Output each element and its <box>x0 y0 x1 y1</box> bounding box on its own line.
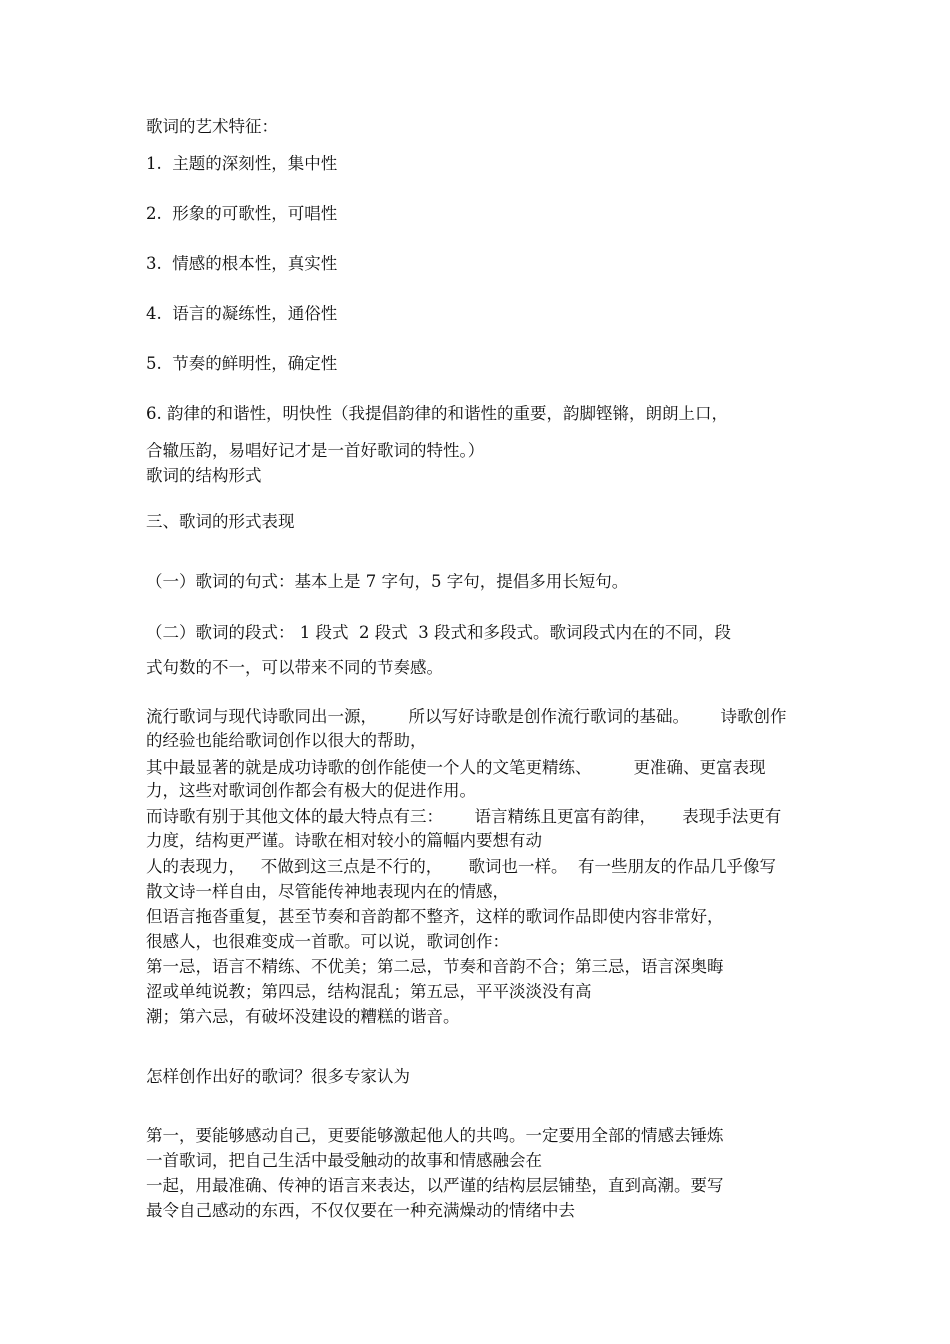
body-line: 力度，结构更严谨。诗歌在相对较小的篇幅内要想有动 <box>146 831 542 850</box>
paragraph-stanza-form-cont: 式句数的不一，可以带来不同的节奏感。 <box>146 658 443 677</box>
section-heading-artistic-features: 歌词的艺术特征： <box>146 117 278 136</box>
body-line: 很感人，也很难变成一首歌。可以说，歌词创作： <box>146 932 509 951</box>
section-heading-form: 三、歌词的形式表现 <box>146 512 295 531</box>
body-line: 力，这些对歌词创作都会有极大的促进作用。 <box>146 781 476 800</box>
section-heading-how-to-write: 怎样创作出好的歌词？很多专家认为 <box>146 1067 410 1086</box>
body-line: 而诗歌有别于其他文体的最大特点有三： 语言精练且更富有韵律， 表现手法更有 <box>146 807 782 826</box>
body-line: 第一忌，语言不精练、不优美；第二忌，节奏和音韵不合；第三忌，语言深奥晦 <box>146 957 724 976</box>
body-line: 一首歌词，把自己生活中最受触动的故事和情感融会在 <box>146 1151 542 1170</box>
list-item-6-cont: 合辙压韵，易唱好记才是一首好歌词的特性。） <box>146 441 485 460</box>
list-item-3: 3. 情感的根本性，真实性 <box>146 254 338 273</box>
body-line: 但语言拖沓重复，甚至节奏和音韵都不整齐，这样的歌词作品即使内容非常好， <box>146 907 724 926</box>
body-line: 人的表现力， 不做到这三点是不行的， 歌词也一样。 有一些朋友的作品几乎像写 <box>146 857 776 876</box>
list-item-6: 6. 韵律的和谐性，明快性（我提倡韵律的和谐性的重要，韵脚铿锵，朗朗上口， <box>146 404 728 423</box>
paragraph-stanza-form: （二）歌词的段式： 1 段式 2 段式 3 段式和多段式。歌词段式内在的不同，段 <box>146 623 731 642</box>
list-item-2: 2. 形象的可歌性，可唱性 <box>146 204 338 223</box>
body-line: 的经验也能给歌词创作以很大的帮助， <box>146 731 427 750</box>
section-heading-structure: 歌词的结构形式 <box>146 466 262 485</box>
body-line: 最令自己感动的东西，不仅仅要在一种充满燥动的情绪中去 <box>146 1201 575 1220</box>
body-line: 第一，要能够感动自己，更要能够激起他人的共鸣。一定要用全部的情感去锤炼 <box>146 1126 724 1145</box>
body-line: 潮；第六忌，有破坏没建设的糟糕的谐音。 <box>146 1007 460 1026</box>
list-item-5: 5. 节奏的鲜明性，确定性 <box>146 354 338 373</box>
body-line: 涩或单纯说教；第四忌，结构混乱；第五忌，平平淡淡没有高 <box>146 982 592 1001</box>
paragraph-sentence-form: （一）歌词的句式：基本上是 7 字句，5 字句，提倡多用长短句。 <box>146 572 629 591</box>
body-line: 一起，用最准确、传神的语言来表达，以严谨的结构层层铺垫，直到高潮。要写 <box>146 1176 724 1195</box>
body-line: 流行歌词与现代诗歌同出一源， 所以写好诗歌是创作流行歌词的基础。 诗歌创作 <box>146 707 787 726</box>
list-item-1: 1. 主题的深刻性，集中性 <box>146 154 338 173</box>
body-line: 散文诗一样自由，尽管能传神地表现内在的情感， <box>146 882 509 901</box>
list-item-4: 4. 语言的凝练性，通俗性 <box>146 304 338 323</box>
body-line: 其中最显著的就是成功诗歌的创作能使一个人的文笔更精练、 更准确、更富表现 <box>146 758 766 777</box>
